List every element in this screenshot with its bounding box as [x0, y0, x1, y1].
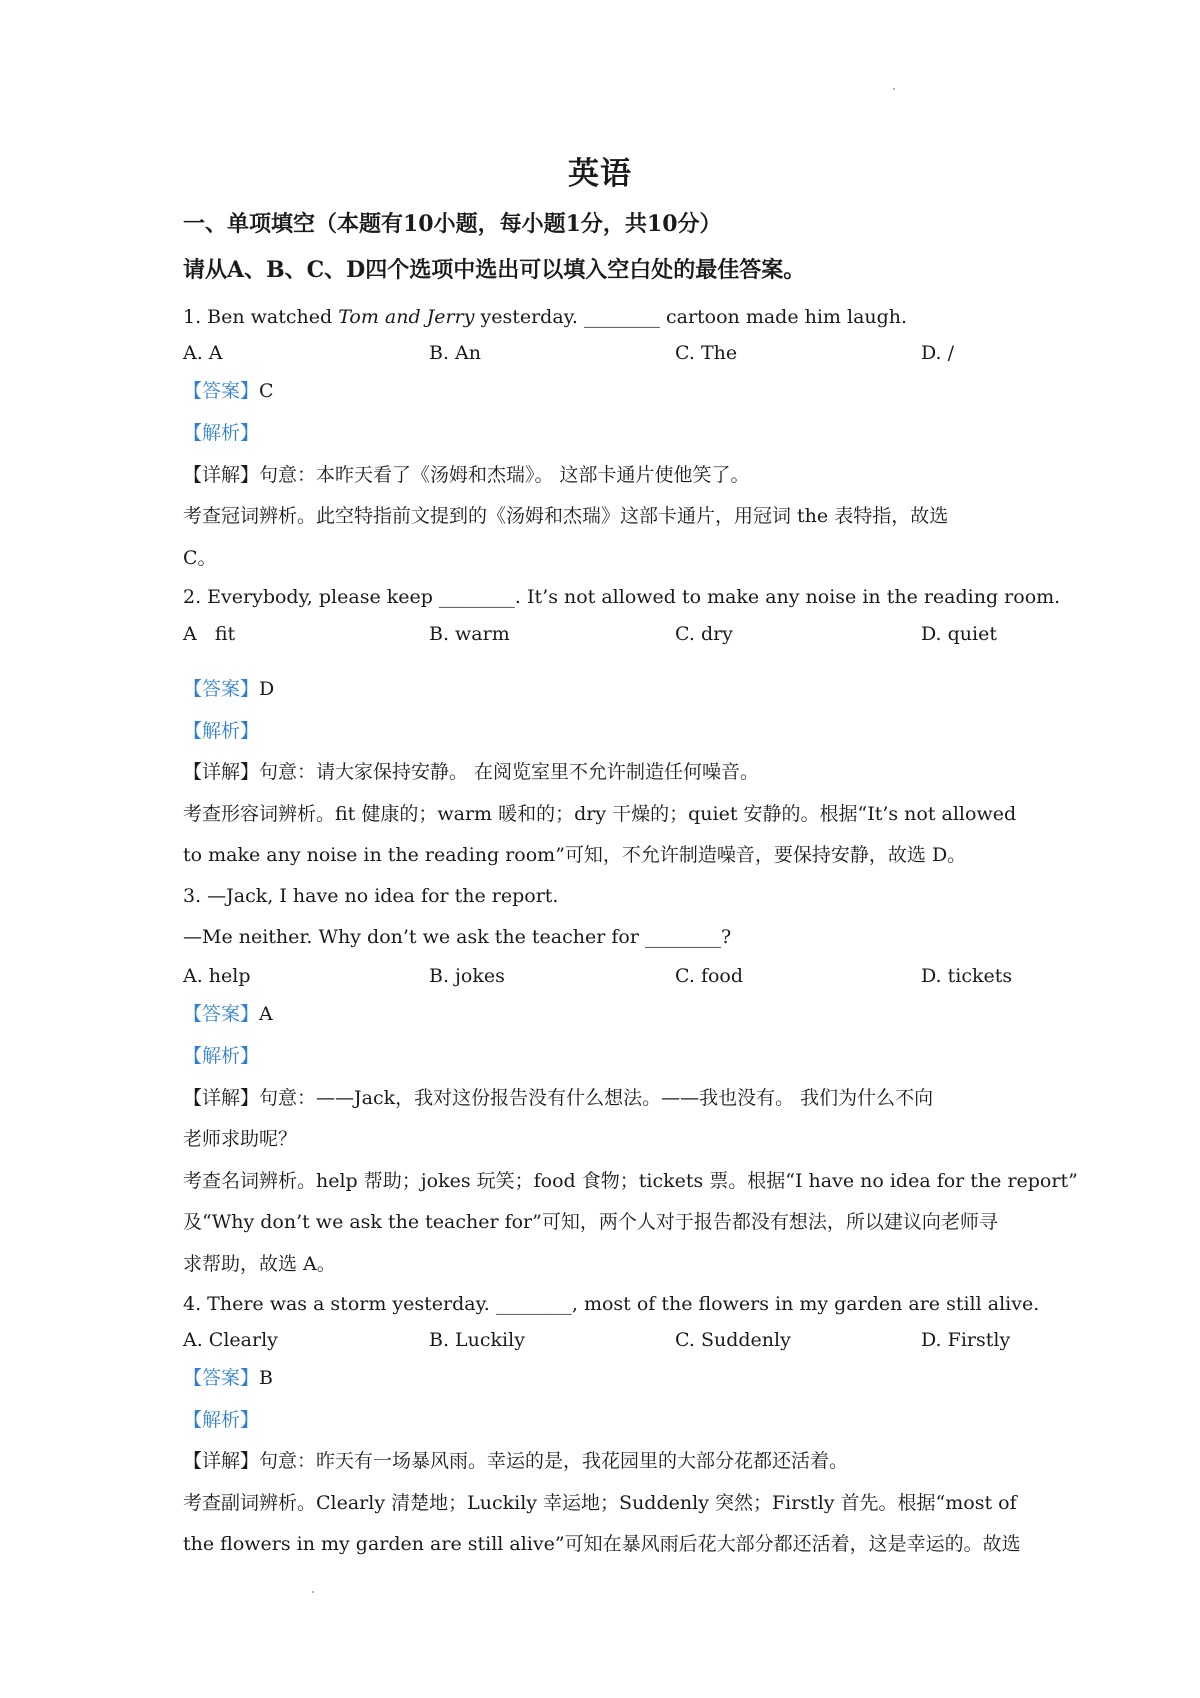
analysis-label: 【解析】 — [183, 1045, 260, 1067]
question-1-explanation: 考查冠词辨析。此空特指前文提到的《汤姆和杰瑞》这部卡通片，用冠词 the 表特指，故选 — [183, 505, 949, 527]
detail-meaning: 句意：本昨天看了《汤姆和杰瑞》。 这部卡通片使他笑了。 — [259, 464, 750, 486]
question-3-options — [183, 963, 1043, 989]
question-1-answer — [183, 378, 274, 404]
answer-value: A — [259, 1003, 273, 1025]
scan-speck — [893, 88, 895, 90]
answer-value: C — [259, 380, 274, 402]
option-a: A. Clearly — [183, 1329, 278, 1351]
question-2-options — [183, 621, 1043, 647]
answer-label: 【答案】 — [183, 678, 260, 700]
question-3-detail — [183, 1085, 933, 1111]
question-1-detail — [183, 462, 750, 488]
question-4-answer — [183, 1365, 273, 1391]
question-1-explanation-cont: C。 — [183, 547, 217, 569]
option-b: B. An — [429, 342, 481, 364]
analysis-label: 【解析】 — [183, 422, 260, 444]
question-4-stem: 4. There was a storm yesterday. ________, most of the flowers in my garden are still alive. — [183, 1293, 1040, 1315]
question-3-analysis — [183, 1043, 259, 1069]
question-3-explanation-end: 求帮助，故选 A。 — [183, 1253, 336, 1275]
detail-meaning: 句意：请大家保持安静。 在阅览室里不允许制造任何噪音。 — [259, 761, 760, 783]
question-3-stem: 3. —Jack, I have no idea for the report. — [183, 885, 559, 907]
question-2-stem: 2. Everybody, please keep ________. It’s not allowed to make any noise in the reading room. — [183, 586, 1061, 608]
answer-label: 【答案】 — [183, 380, 260, 402]
option-d: D. Firstly — [921, 1329, 1011, 1351]
option-d: D. tickets — [921, 965, 1013, 987]
question-3-answer — [183, 1001, 273, 1027]
stem-text: yesterday. ________ cartoon made him laugh. — [474, 306, 908, 328]
question-1-stem — [183, 304, 907, 330]
detail-label: 【详解】 — [183, 1450, 260, 1472]
detail-label: 【详解】 — [183, 464, 260, 486]
question-4-explanation: 考查副词辨析。Clearly 清楚地；Luckily 幸运地；Suddenly 突然；Firstly 首先。根据“most of — [183, 1492, 1017, 1514]
question-2-analysis — [183, 718, 259, 744]
option-c: C. food — [675, 965, 744, 987]
option-d: D. / — [921, 342, 955, 364]
option-c: C. Suddenly — [675, 1329, 791, 1351]
question-2-detail — [183, 759, 759, 785]
question-4-analysis — [183, 1407, 259, 1433]
analysis-label: 【解析】 — [183, 720, 260, 742]
answer-label: 【答案】 — [183, 1003, 260, 1025]
detail-label: 【详解】 — [183, 1087, 260, 1109]
scan-speck — [312, 1591, 314, 1593]
option-d: D. quiet — [921, 623, 997, 645]
answer-label: 【答案】 — [183, 1367, 260, 1389]
option-c: C. dry — [675, 623, 733, 645]
detail-label: 【详解】 — [183, 761, 260, 783]
detail-meaning: 句意：昨天有一场暴风雨。幸运的是，我花园里的大部分花都还活着。 — [259, 1450, 849, 1472]
section-heading: 一、单项填空（本题有10小题，每小题1分，共10分） — [183, 211, 722, 237]
option-b: B. jokes — [429, 965, 505, 987]
question-3-stem-reply: —Me neither. Why don’t we ask the teacher for ________? — [183, 926, 732, 948]
question-4-options — [183, 1327, 1043, 1353]
option-b: B. warm — [429, 623, 510, 645]
option-a: A fit — [183, 623, 236, 645]
answer-value: D — [259, 678, 275, 700]
analysis-label: 【解析】 — [183, 1409, 260, 1431]
option-c: C. The — [675, 342, 738, 364]
detail-meaning: 句意：——Jack，我对这份报告没有什么想法。——我也没有。 我们为什么不向 — [259, 1087, 934, 1109]
stem-text: 1. Ben watched — [183, 306, 339, 328]
option-b: B. Luckily — [429, 1329, 525, 1351]
question-1-options — [183, 340, 1043, 366]
stem-italic-title: Tom and Jerry — [338, 306, 475, 328]
question-3-explanation-cont: 及“Why don’t we ask the teacher for”可知，两个人对于报告都没有想法，所以建议向老师寻 — [183, 1211, 998, 1233]
option-a: A. help — [183, 965, 251, 987]
question-4-explanation-cont: the flowers in my garden are still alive”可知在暴风雨后花大部分都还活着，这是幸运的。故选 — [183, 1533, 1021, 1555]
answer-value: B — [259, 1367, 273, 1389]
question-3-explanation: 考查名词辨析。help 帮助；jokes 玩笑；food 食物；tickets 票。根据“I have no idea for the report” — [183, 1170, 1078, 1192]
section-instruction: 请从A、B、C、D四个选项中选出可以填入空白处的最佳答案。 — [183, 257, 806, 283]
option-a: A. A — [183, 342, 223, 364]
question-4-detail — [183, 1448, 848, 1474]
question-2-answer — [183, 676, 274, 702]
question-2-explanation-cont: to make any noise in the reading room”可知，不允许制造噪音，要保持安静，故选 D。 — [183, 844, 967, 866]
question-3-detail-cont: 老师求助呢？ — [183, 1128, 298, 1150]
question-2-explanation: 考查形容词辨析。fit 健康的；warm 暖和的；dry 干燥的；quiet 安静的。根据“It’s not allowed — [183, 803, 1017, 825]
page-title: 英语 — [568, 156, 632, 192]
question-1-analysis — [183, 420, 259, 446]
